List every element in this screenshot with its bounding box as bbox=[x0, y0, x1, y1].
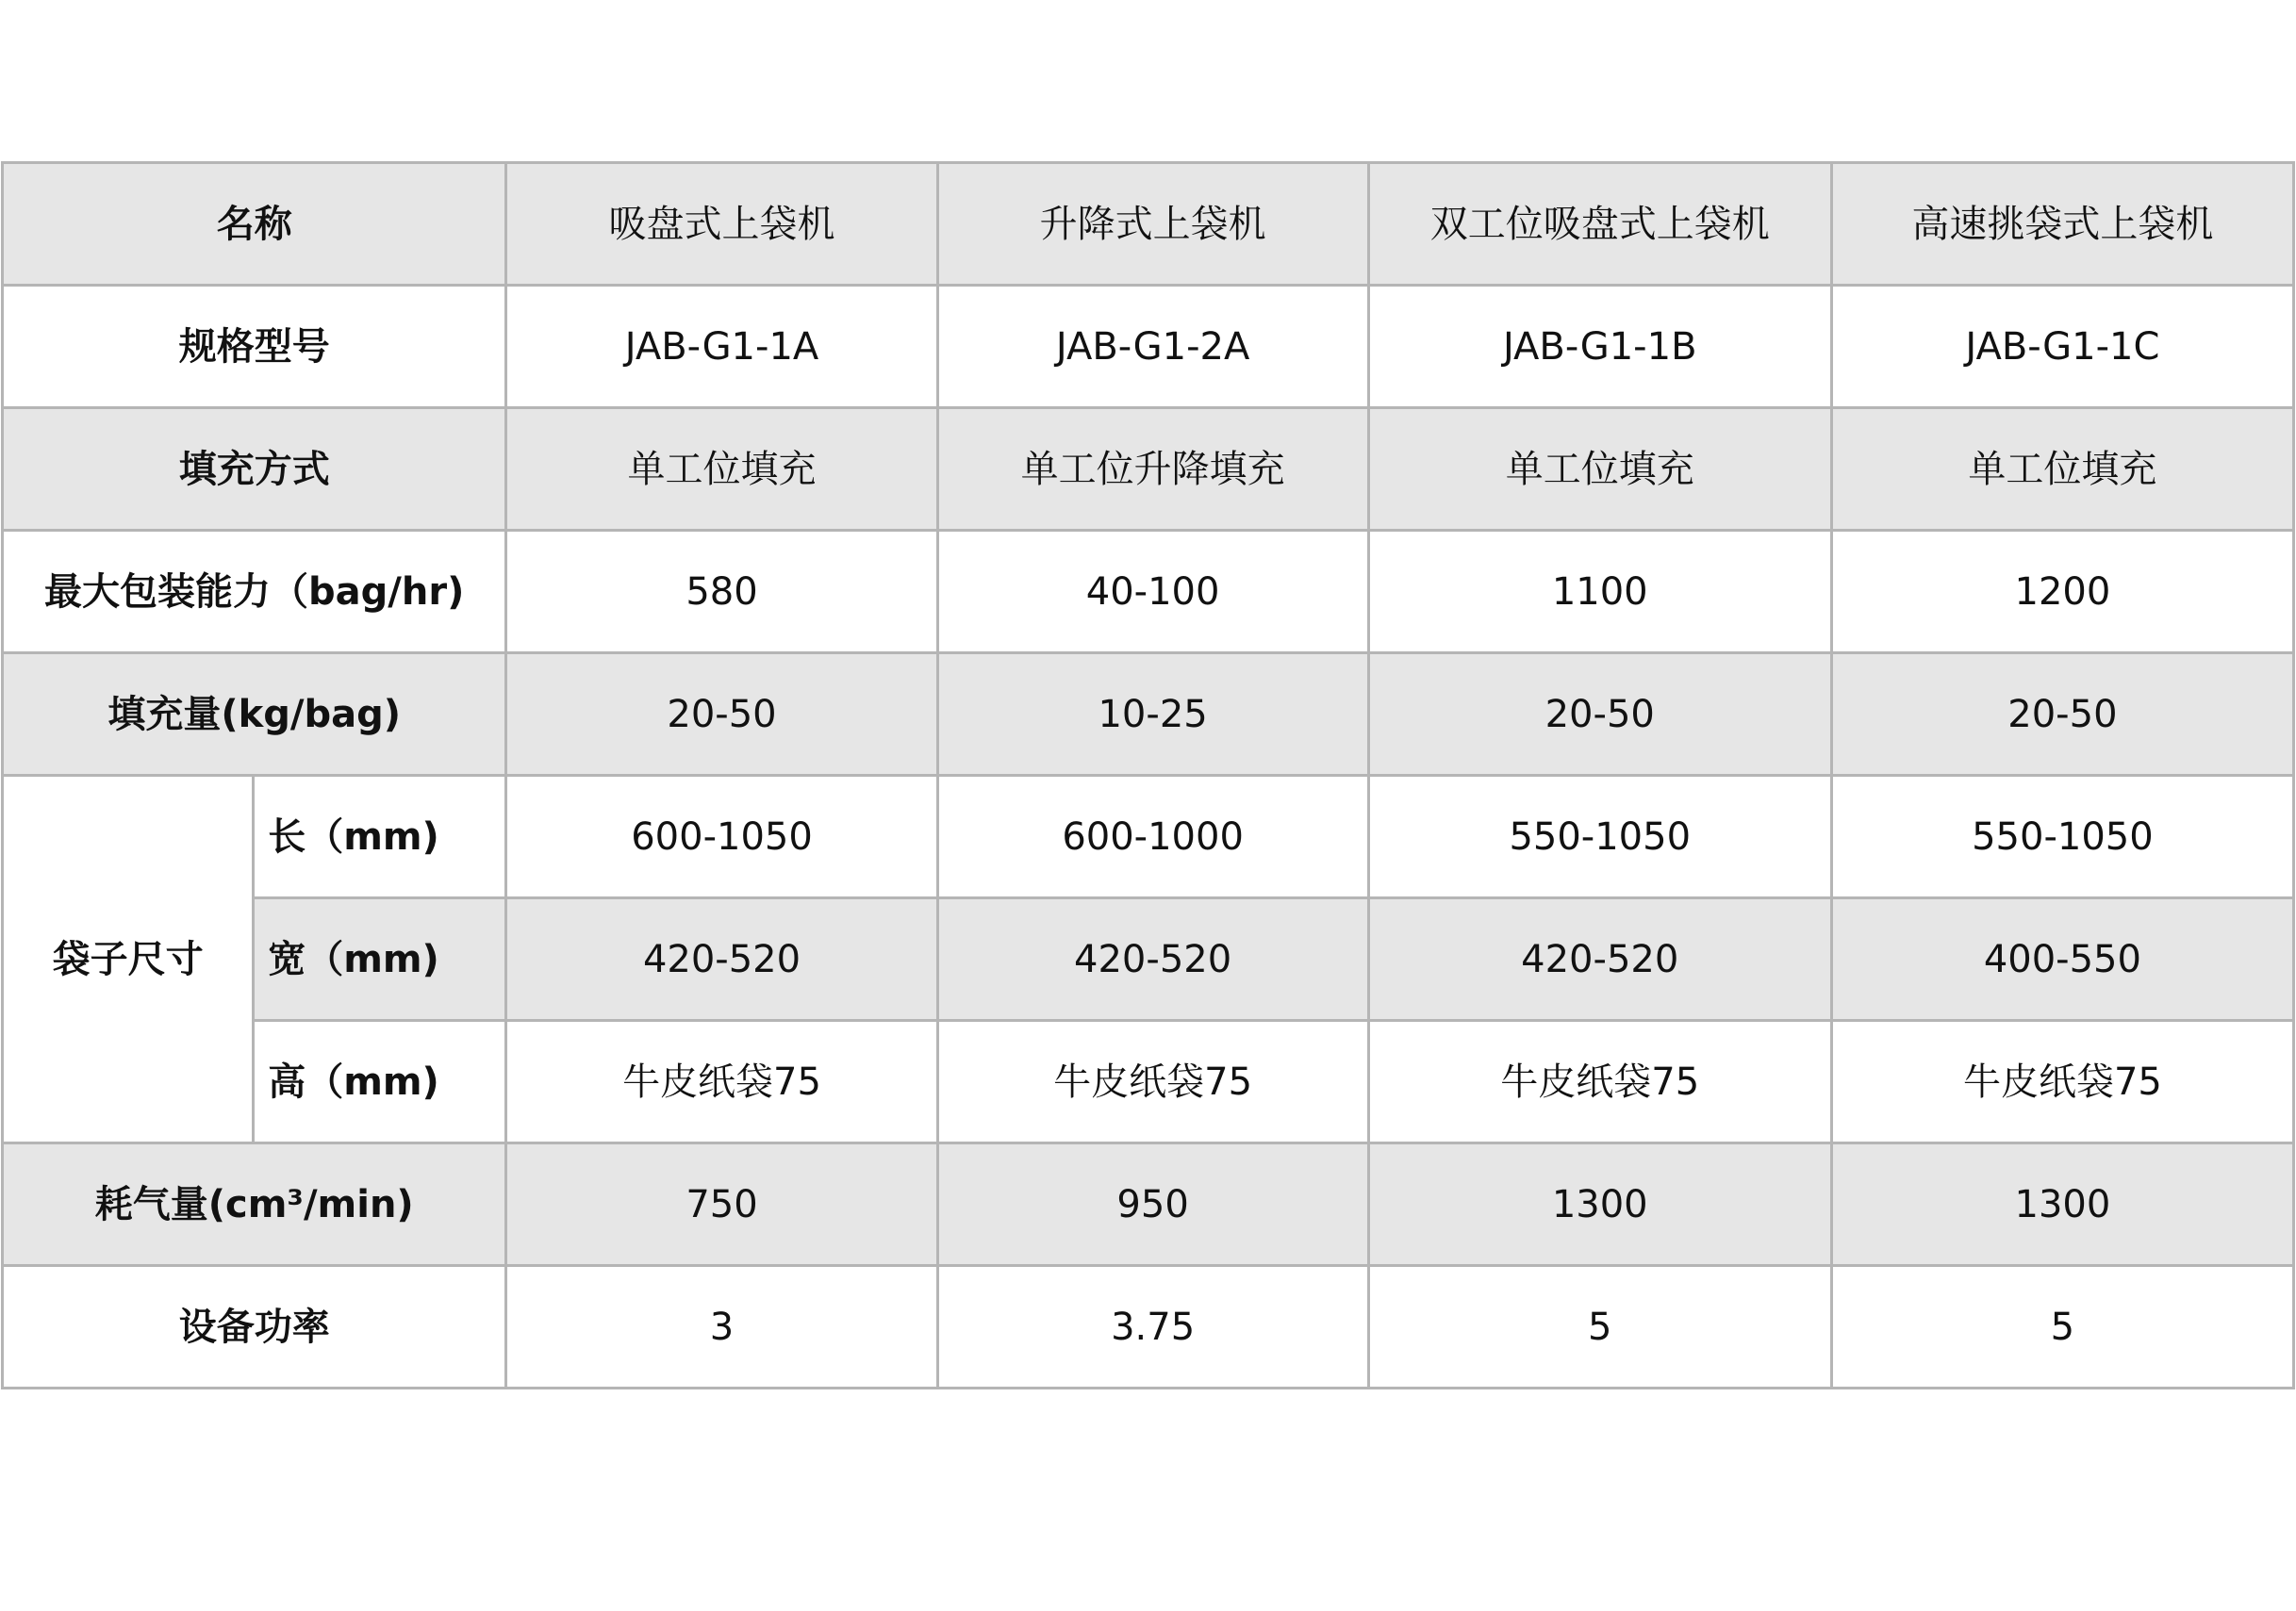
model-name-cell: 吸盘式上袋机 bbox=[506, 163, 937, 286]
air-cell: 1300 bbox=[1368, 1143, 1831, 1266]
power-cell: 5 bbox=[1368, 1266, 1831, 1389]
bag-height-cell: 牛皮纸袋75 bbox=[1831, 1021, 2293, 1143]
fill-amount-cell: 20-50 bbox=[506, 653, 937, 776]
row-label-bag-size: 袋子尺寸 bbox=[3, 776, 254, 1143]
fill-amount-cell: 20-50 bbox=[1368, 653, 1831, 776]
bag-width-cell: 400-550 bbox=[1831, 898, 2293, 1021]
air-cell: 950 bbox=[937, 1143, 1368, 1266]
table-row-capacity bbox=[3, 531, 2294, 653]
capacity-cell: 580 bbox=[506, 531, 937, 653]
table-row-name bbox=[3, 163, 2294, 286]
sub-label-height: 高（mm) bbox=[254, 1021, 506, 1143]
bag-length-cell: 550-1050 bbox=[1368, 776, 1831, 898]
table-row-air bbox=[3, 1143, 2294, 1266]
table-row-fill-amount bbox=[3, 653, 2294, 776]
bag-length-cell: 600-1050 bbox=[506, 776, 937, 898]
power-cell: 5 bbox=[1831, 1266, 2293, 1389]
fill-amount-cell: 20-50 bbox=[1831, 653, 2293, 776]
table-row-bag-length bbox=[3, 776, 2294, 898]
bag-length-cell: 550-1050 bbox=[1831, 776, 2293, 898]
air-cell: 1300 bbox=[1831, 1143, 2293, 1266]
fill-mode-cell: 单工位填充 bbox=[506, 408, 937, 531]
model-name-cell: 升降式上袋机 bbox=[937, 163, 1368, 286]
model-name-cell: 高速挑袋式上袋机 bbox=[1831, 163, 2293, 286]
table-row-fill-mode bbox=[3, 408, 2294, 531]
capacity-cell: 1200 bbox=[1831, 531, 2293, 653]
table-row-bag-height bbox=[3, 1021, 2294, 1143]
power-cell: 3.75 bbox=[937, 1266, 1368, 1389]
bag-height-cell: 牛皮纸袋75 bbox=[1368, 1021, 1831, 1143]
row-label-name: 名称 bbox=[3, 163, 506, 286]
bag-length-cell: 600-1000 bbox=[937, 776, 1368, 898]
sub-label-length: 长（mm) bbox=[254, 776, 506, 898]
row-label-spec: 规格型号 bbox=[3, 286, 506, 408]
row-label-fill-amount: 填充量(kg/bag) bbox=[3, 653, 506, 776]
capacity-cell: 1100 bbox=[1368, 531, 1831, 653]
bag-width-cell: 420-520 bbox=[1368, 898, 1831, 1021]
fill-mode-cell: 单工位填充 bbox=[1368, 408, 1831, 531]
spec-cell: JAB-G1-1C bbox=[1831, 286, 2293, 408]
power-cell: 3 bbox=[506, 1266, 937, 1389]
row-label-capacity: 最大包装能力（bag/hr) bbox=[3, 531, 506, 653]
capacity-cell: 40-100 bbox=[937, 531, 1368, 653]
fill-mode-cell: 单工位填充 bbox=[1831, 408, 2293, 531]
spec-cell: JAB-G1-1B bbox=[1368, 286, 1831, 408]
fill-amount-cell: 10-25 bbox=[937, 653, 1368, 776]
bag-height-cell: 牛皮纸袋75 bbox=[506, 1021, 937, 1143]
model-name-cell: 双工位吸盘式上袋机 bbox=[1368, 163, 1831, 286]
table-row-bag-width bbox=[3, 898, 2294, 1021]
sub-label-width: 宽（mm) bbox=[254, 898, 506, 1021]
row-label-air: 耗气量(cm³/min) bbox=[3, 1143, 506, 1266]
table-row-spec bbox=[3, 286, 2294, 408]
spec-cell: JAB-G1-1A bbox=[506, 286, 937, 408]
bag-width-cell: 420-520 bbox=[937, 898, 1368, 1021]
bag-width-cell: 420-520 bbox=[506, 898, 937, 1021]
fill-mode-cell: 单工位升降填充 bbox=[937, 408, 1368, 531]
spec-table bbox=[1, 161, 2295, 1389]
row-label-fill-mode: 填充方式 bbox=[3, 408, 506, 531]
row-label-power: 设备功率 bbox=[3, 1266, 506, 1389]
air-cell: 750 bbox=[506, 1143, 937, 1266]
bag-height-cell: 牛皮纸袋75 bbox=[937, 1021, 1368, 1143]
table-row-power bbox=[3, 1266, 2294, 1389]
spec-cell: JAB-G1-2A bbox=[937, 286, 1368, 408]
